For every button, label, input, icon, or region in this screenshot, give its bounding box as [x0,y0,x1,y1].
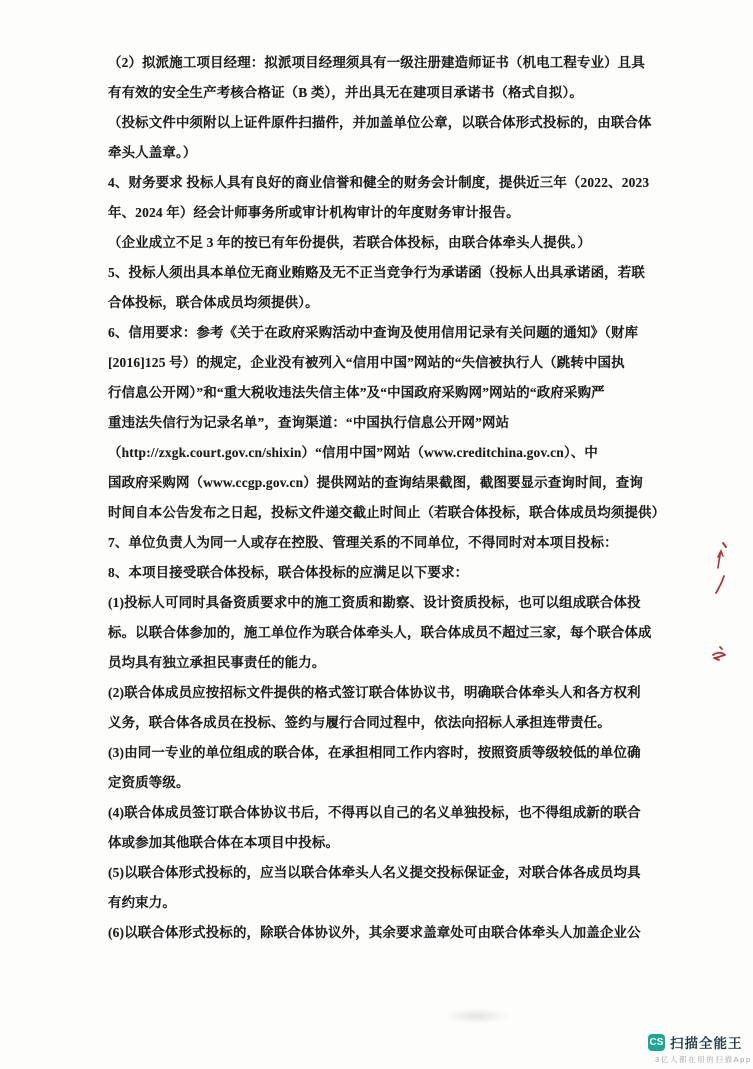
text-line: 7、单位负责人为同一人或存在控股、管理关系的不同单位，不得同时对本项目投标： [108,535,618,550]
text-line: (3)由同一专业的单位组成的联合体，在承担相同工作内容时，按照资质等级较低的单位确 [108,745,641,760]
text-line: （http://zxgk.court.gov.cn/shixin）“信用中国”网站（www.creditchina.gov.cn）、中 [108,445,599,460]
text-line: [2016]125 号）的规定，企业没有被列入“信用中国”网站的“失信被执行人（跳转中国执 [108,355,625,370]
text-line: 国政府采购网（www.ccgp.gov.cn）提供网站的查询结果截图，截图要显示查询时间，查询 [108,475,643,490]
text-line: (5)以联合体形式投标的，应当以联合体牵头人名义提交投标保证金，对联合体各成员均具 [108,865,641,880]
text-line: 时间自本公告发布之日起，投标文件递交截止时间止（若联合体投标，联合体成员均须提供） [108,505,666,520]
text-line: 员均具有独立承担民事责任的能力。 [108,655,326,670]
text-line: 5、投标人须出具本单位无商业贿赂及无不正当竞争行为承诺函（投标人出具承诺函，若联 [108,265,645,280]
camscanner-logo-icon: CS [648,1034,665,1051]
text-line: 体或参加其他联合体在本项目中投标。 [108,835,340,850]
camscanner-watermark [648,1032,753,1066]
text-line: 有有效的安全生产考核合格证（B 类），并出具无在建项目承诺书（格式自拟）。 [108,85,583,100]
text-line: 标。以联合体参加的，施工单位作为联合体牵头人，联合体成员不超过三家，每个联合体成 [108,625,652,640]
text-line: (4)联合体成员签订联合体协议书后，不得再以自己的名义单独投标，也不得组成新的联合 [108,805,641,820]
text-line: (6)以联合体形式投标的，除联合体协议外，其余要求盖章处可由联合体牵头人加盖企业公 [108,925,641,940]
text-line: 义务，联合体各成员在投标、签约与履行合同过程中，依法向招标人承担连带责任。 [108,715,611,730]
text-line: (1)投标人可同时具备资质要求中的施工资质和勘察、设计资质投标，也可以组成联合体投 [108,595,641,610]
text-line: 有约束力。 [108,895,176,910]
red-ink-marks [703,538,753,673]
text-line: 合体投标，联合体成员均须提供）。 [108,295,319,310]
text-line: 重违法失信行为记录名单”，查询渠道：“中国执行信息公开网”网站 [108,415,510,430]
text-line: 年、2024 年）经会计师事务所或审计机构审计的年度财务审计报告。 [108,205,520,220]
text-line: 8、本项目接受联合体投标，联合体投标的应满足以下要求： [108,565,469,580]
camscanner-tagline: 3亿人都在用的扫描App [655,1055,752,1064]
text-line: (2)联合体成员应按招标文件提供的格式签订联合体协议书，明确联合体牵头人和各方权利 [108,685,641,700]
text-line: 定资质等级。 [108,775,190,790]
scan-smudge [445,1008,510,1024]
text-line: 6、信用要求：参考《关于在政府采购活动中查询及使用信用记录有关问题的通知》（财库 [108,325,639,340]
text-line: （投标文件中须附以上证件原件扫描件，并加盖单位公章，以联合体形式投标的，由联合体 [108,115,652,130]
text-line: 4、财务要求 投标人具有良好的商业信誉和健全的财务会计制度，提供近三年（2022、2023 [108,175,650,190]
text-line: （企业成立不足 3 年的按已有年份提供，若联合体投标，由联合体牵头人提供。） [108,235,591,250]
text-line: 行信息公开网）”和“重大税收违法失信主体”及“中国政府采购网”网站的“政府采购严 [108,385,605,400]
text-line: （2）拟派施工项目经理：拟派项目经理须具有一级注册建造师证书（机电工程专业）且具 [108,55,645,70]
document-text-block [108,48,668,948]
text-line: 牵头人盖章。） [108,145,197,160]
camscanner-app-name: 扫描全能王 [670,1036,743,1051]
